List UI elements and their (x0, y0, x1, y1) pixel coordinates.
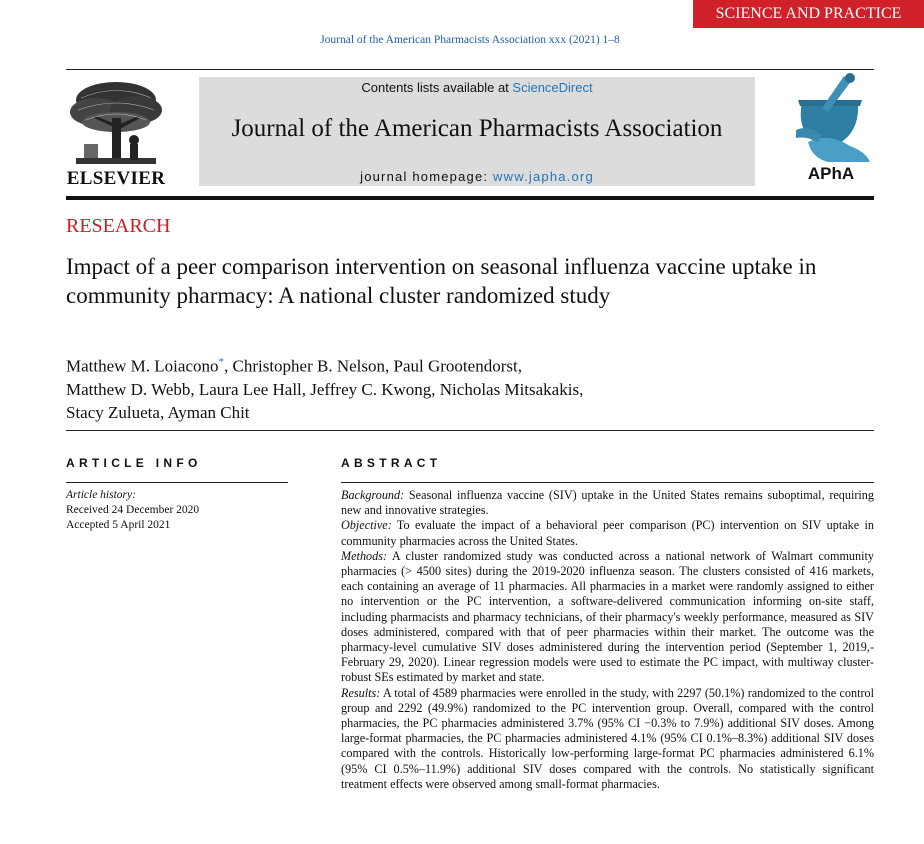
author-line: Stacy Zulueta, Ayman Chit (66, 402, 250, 422)
journal-citation-link[interactable]: Journal of the American Pharmacists Association xxx (2021) 1–8 (320, 34, 620, 46)
author-line (66, 351, 826, 378)
society-logo-text: APhA (807, 164, 855, 183)
article-info-rule (66, 482, 288, 483)
abstract-paragraph (341, 518, 874, 548)
abstract-label: Results: (341, 685, 381, 700)
corresponding-author-marker[interactable]: * (218, 356, 224, 368)
header-rule (66, 69, 874, 70)
abstract-paragraph (341, 549, 874, 686)
accepted-date: Accepted 5 April 2021 (66, 519, 171, 531)
sciencedirect-link[interactable]: ScienceDirect (512, 80, 593, 95)
article-info-heading: ARTICLE INFO (66, 456, 202, 470)
abstract-label: Methods: (341, 548, 388, 563)
homepage-prefix: journal homepage: (360, 169, 494, 184)
author-line: Matthew D. Webb, Laura Lee Hall, Jeffrey C. Kwong, Nicholas Mitsakakis, (66, 379, 584, 399)
article-section-label: RESEARCH (66, 215, 171, 237)
abstract-text: A cluster randomized study was conducted across a national network of Walmart community pharmacies (> 4500 sites) during the 2019-2020 influenza season. The clusters consisted of 416 markets, each containing an average of 11 pharmacies. All pharmacies in a market were randomly assigned to either no intervention or the PC intervention, a software-delivered communication informing on-site staff, including pharmacists and pharmacy technicians, of their pharmacy's weekly performance, measured as SIV doses administered, compared with that of peer pharmacies within their market. The outcome was the pharmacy-level cumulative SIV doses administered during the intervention period (September 1, 2019,-February 29, 2020). Linear regression models were used to estimate the PC impact, with multiway cluster-robust SEs estimated by market and state. (341, 548, 874, 685)
authors-rule (66, 430, 874, 431)
history-title: Article history: (66, 489, 136, 501)
contents-line (199, 80, 755, 95)
abstract-text: A total of 4589 pharmacies were enrolled in the study, with 2297 (50.1%) randomized to the control group and 2292 (49.9%) randomized to the PC intervention group. Overall, compared with the control pharmacies, the PC pharmacies administered 3.7% (95% CI −0.3% to 7.9%) additional SIV doses. Among large-format pharmacies, the PC pharmacies administered 4.1% (95% CI 0.1%–8.3%) additional SIV doses compared with the controls. Historically low-performing large-format PC pharmacies administered 6.1% (95% CI 0.5%–11.9%) additional SIV doses compared with the controls. No statistically significant treatment effects were observed among small-format pharmacies. (341, 685, 874, 791)
contents-prefix: Contents lists available at (361, 80, 513, 95)
abstract-label: Background: (341, 488, 405, 502)
abstract-text: Seasonal influenza vaccine (SIV) uptake in the United States remains suboptimal, requiring new and innovative strategies. (341, 488, 874, 518)
apha-mortar-pestle-logo-icon (788, 72, 874, 167)
corresponding-author[interactable]: Matthew M. Loiacono (66, 356, 219, 376)
author-list (66, 351, 826, 424)
abstract-paragraph (341, 488, 874, 518)
article-title: Impact of a peer comparison intervention on seasonal influenza vaccine uptake in community pharmacy: A national cluster randomized study (66, 254, 817, 308)
publisher-name: ELSEVIER (66, 168, 166, 189)
abstract-body (341, 488, 874, 792)
journal-title: Journal of the American Pharmacists Association (231, 115, 723, 142)
abstract-heading: ABSTRACT (341, 456, 442, 470)
abstract-rule (341, 482, 874, 483)
journal-masthead (199, 77, 755, 186)
article-history (66, 488, 286, 533)
homepage-line (199, 169, 755, 184)
section-banner: SCIENCE AND PRACTICE (693, 0, 924, 28)
masthead-rule (66, 196, 874, 200)
abstract-label: Objective: (341, 518, 392, 533)
received-date: Received 24 December 2020 (66, 504, 200, 516)
homepage-link[interactable]: www.japha.org (493, 169, 594, 184)
abstract-paragraph (341, 686, 874, 792)
abstract-text: To evaluate the impact of a behavioral peer comparison (PC) intervention on SIV uptake in community pharmacies across the United States. (341, 518, 874, 548)
author-names: , Christopher B. Nelson, Paul Grootendorst, (224, 356, 522, 376)
